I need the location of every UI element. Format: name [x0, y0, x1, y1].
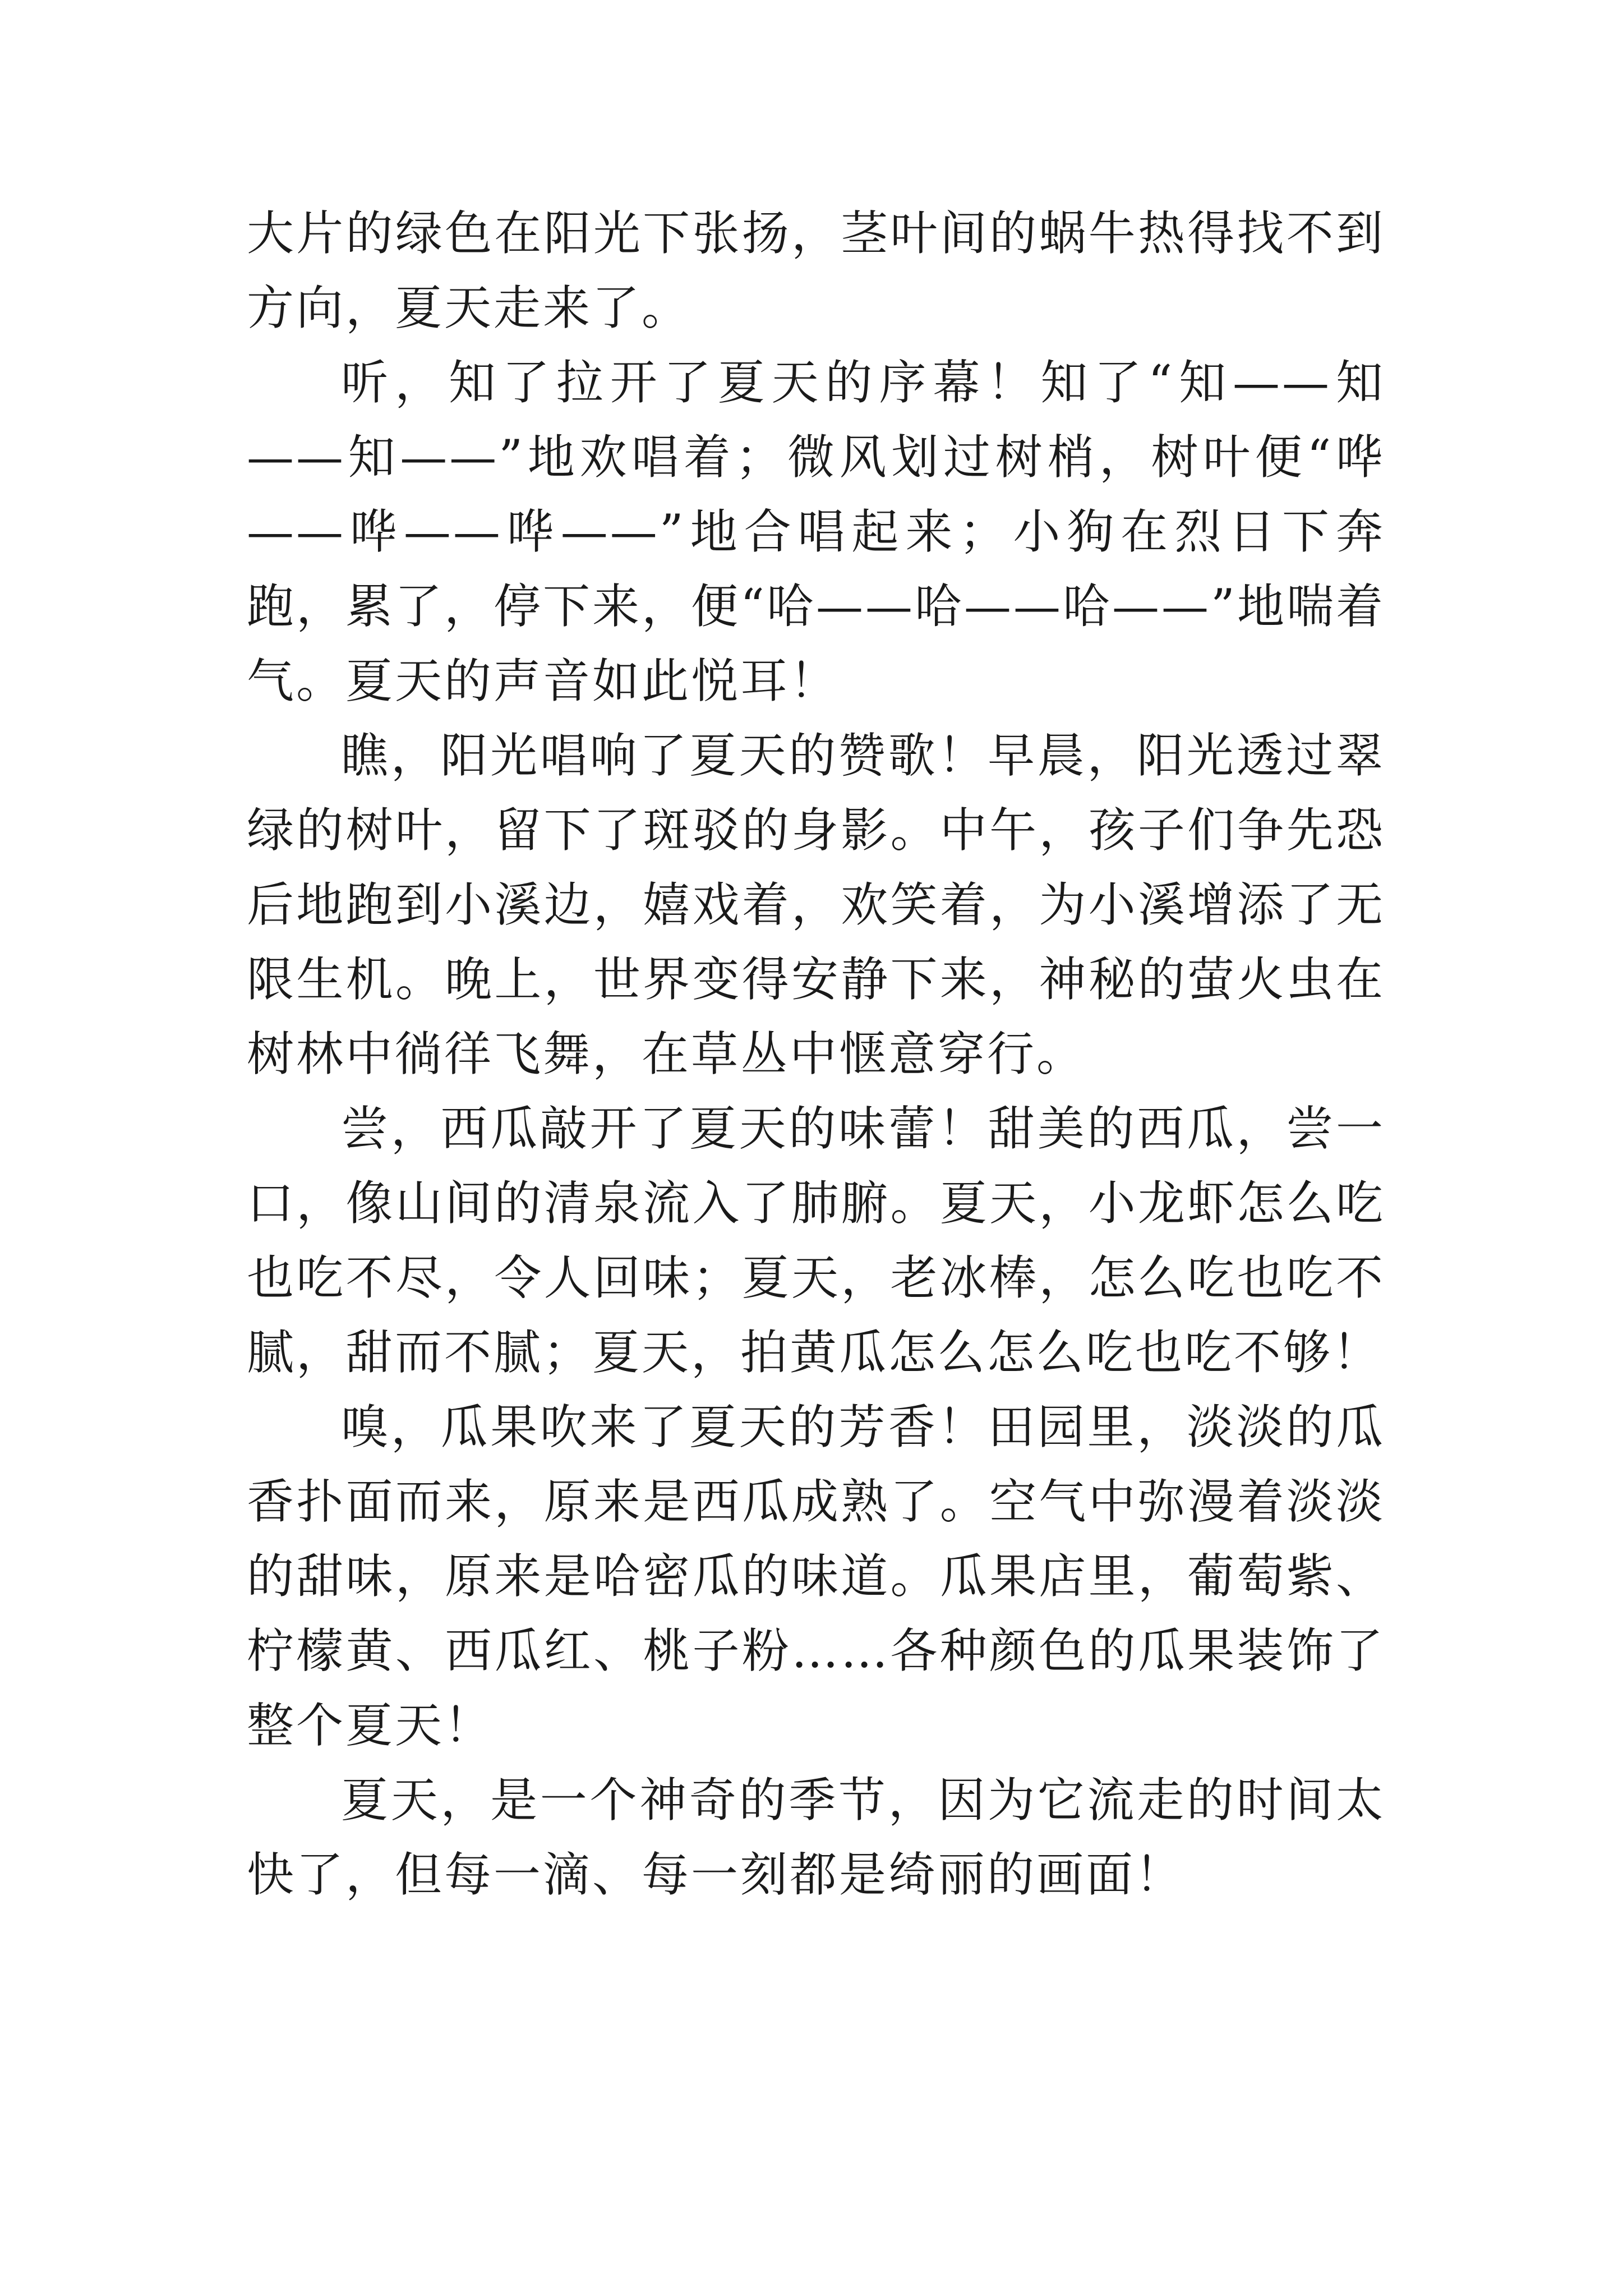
paragraph-2: 听，知了拉开了夏天的序幕！知了“知——知——知——”地欢唱着；微风划过树梢，树叶便“哗——哗——哗——”地合唱起来；小狗在烈日下奔跑，累了，停下来，便“哈——哈——哈——”地喘着气。夏天的声音如此悦耳！: [247, 355, 1385, 708]
essay-body: [247, 196, 1385, 1912]
paragraph-6: 夏天，是一个神奇的季节，因为它流走的时间太快了，但每一滴、每一刻都是绮丽的画面！: [247, 1773, 1385, 1902]
paragraph-3: 瞧，阳光唱响了夏天的赞歌！早晨，阳光透过翠绿的树叶，留下了斑驳的身影。中午，孩子们争先恐后地跑到小溪边，嬉戏着，欢笑着，为小溪增添了无限生机。晚上，世界变得安静下来，神秘的萤火虫在树林中徜徉飞舞，在草丛中惬意穿行。: [247, 728, 1385, 1082]
paragraph-1: 大片的绿色在阳光下张扬，茎叶间的蜗牛热得找不到方向，夏天走来了。: [247, 206, 1385, 335]
paragraph-4: 尝，西瓜敲开了夏天的味蕾！甜美的西瓜，尝一口，像山间的清泉流入了肺腑。夏天，小龙虾怎么吃也吃不尽，令人回味；夏天，老冰棒，怎么吃也吃不腻，甜而不腻；夏天，拍黄瓜怎么怎么吃也吃不够！: [247, 1101, 1385, 1380]
paragraph-5: 嗅，瓜果吹来了夏天的芳香！田园里，淡淡的瓜香扑面而来，原来是西瓜成熟了。空气中弥漫着淡淡的甜味，原来是哈密瓜的味道。瓜果店里，葡萄紫、柠檬黄、西瓜红、桃子粉……各种颜色的瓜果装饰了整个夏天！: [247, 1400, 1385, 1753]
